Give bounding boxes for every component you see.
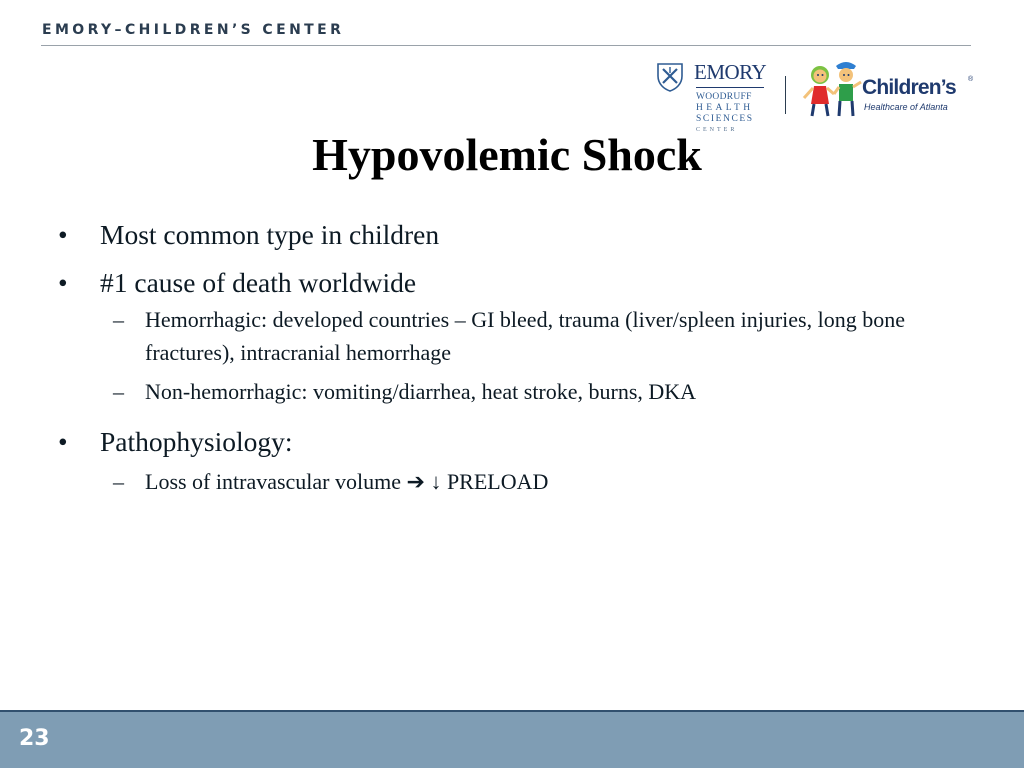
emory-wordmark: EMORY bbox=[694, 60, 767, 84]
whsc-line-2: HEALTH bbox=[696, 103, 754, 113]
dash-marker: – bbox=[113, 379, 124, 404]
subbullet-item bbox=[58, 303, 958, 369]
childrens-subtitle: Healthcare of Atlanta bbox=[864, 102, 948, 112]
arrow-down-icon: ↓ bbox=[430, 469, 442, 494]
preload-text: PRELOAD bbox=[446, 469, 549, 494]
bullet-text: #1 cause of death worldwide bbox=[100, 267, 417, 298]
dash-marker: – bbox=[113, 307, 124, 332]
bullet-item bbox=[58, 266, 958, 300]
page-number: 23 bbox=[19, 726, 50, 751]
subbullet-text: Non-hemorrhagic: vomiting/diarrhea, heat stroke, burns, DKA bbox=[145, 379, 697, 404]
bullet-marker: • bbox=[58, 267, 68, 298]
childrens-kids-icon bbox=[800, 60, 864, 118]
emory-rule bbox=[696, 87, 764, 88]
arrow-right-icon: ➔ bbox=[406, 469, 425, 494]
bullet-item bbox=[58, 425, 958, 459]
header-rule bbox=[41, 45, 971, 46]
slide-content bbox=[58, 218, 958, 498]
childrens-logo bbox=[800, 60, 976, 120]
header-org-name: EMORY–CHILDREN’S CENTER bbox=[42, 22, 345, 38]
whsc-line-4: CENTER bbox=[696, 127, 738, 133]
logo-divider bbox=[785, 76, 786, 114]
subbullet-item bbox=[58, 465, 958, 498]
bullet-item bbox=[58, 218, 958, 252]
slide-title: Hypovolemic Shock bbox=[312, 129, 702, 180]
whsc-line-3: SCIENCES bbox=[696, 114, 754, 124]
subbullet-text: Loss of intravascular volume bbox=[145, 469, 401, 494]
emory-logo bbox=[652, 60, 772, 132]
bullet-text: Most common type in children bbox=[100, 219, 440, 250]
bullet-marker: • bbox=[58, 426, 68, 457]
emory-shield-icon bbox=[656, 62, 684, 92]
whsc-line-1: WOODRUFF bbox=[696, 92, 752, 102]
footer-bar bbox=[0, 710, 1024, 768]
bullet-marker: • bbox=[58, 219, 68, 250]
childrens-wordmark: Children’s bbox=[862, 76, 956, 99]
subbullet-item bbox=[58, 375, 958, 408]
dash-marker: – bbox=[113, 469, 124, 494]
childrens-registered-mark: ® bbox=[968, 76, 974, 83]
subbullet-text: Hemorrhagic: developed countries – GI bleed, trauma (liver/spleen injuries, long bone fractures), intracranial hemorrhage bbox=[145, 307, 905, 365]
bullet-text: Pathophysiology: bbox=[100, 426, 293, 457]
